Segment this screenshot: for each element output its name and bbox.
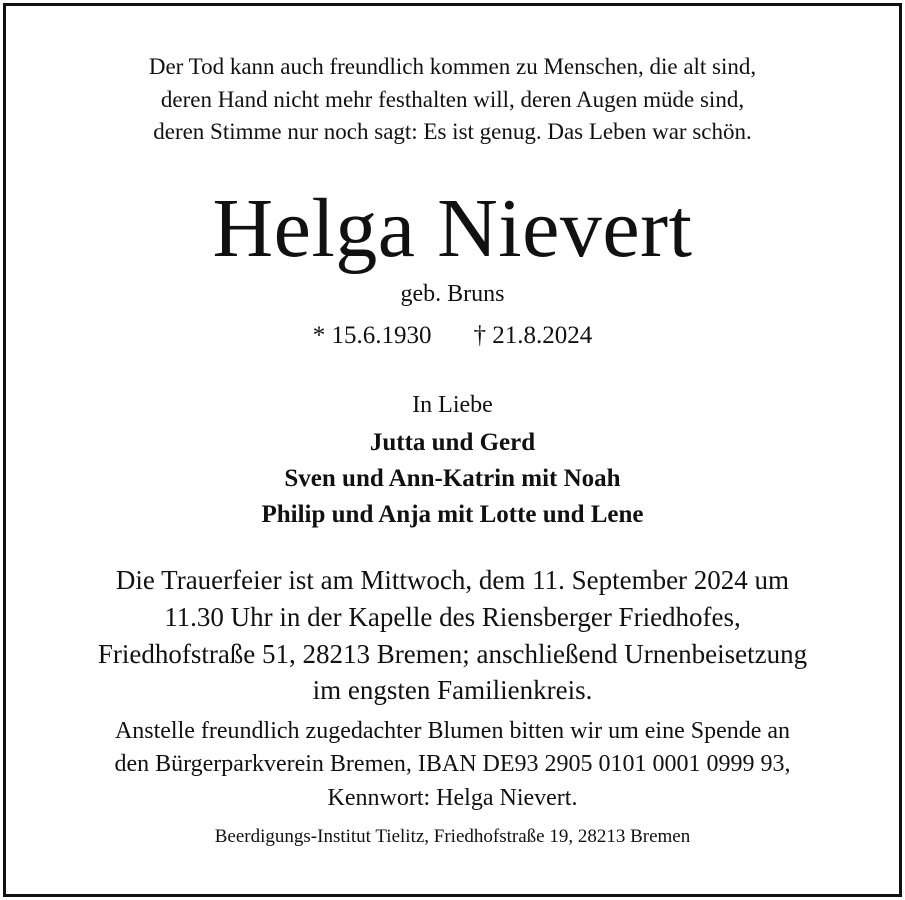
mourner-line: Philip und Anja mit Lotte und Lene: [261, 501, 644, 528]
mourner-line: Jutta und Gerd: [369, 429, 536, 456]
mourners-intro: In Liebe: [412, 392, 493, 418]
quote-line: Der Tod kann auch freundlich kommen zu Menschen, die alt sind,: [148, 54, 757, 79]
death-date: † 21.8.2024: [473, 322, 593, 349]
deceased-name: Helga Nievert: [212, 182, 693, 275]
ceremony-line: Friedhofstraße 51, 28213 Bremen; anschließend Urnenbeisetzung: [97, 639, 808, 669]
quote-line: deren Stimme nur noch sagt: Es ist genug. Das Leben war schön.: [153, 119, 752, 144]
mourner-line: Sven und Ann-Katrin mit Noah: [284, 465, 621, 492]
ceremony-line: im engsten Familienkreis.: [312, 675, 593, 705]
maiden-name: geb. Bruns: [400, 281, 505, 307]
donation-line: Kennwort: Helga Nievert.: [327, 785, 578, 811]
donation-line: den Bürgerparkverein Bremen, IBAN DE93 2905 0101 0001 0999 93,: [114, 751, 791, 777]
ceremony-line: Die Trauerfeier ist am Mittwoch, dem 11. September 2024 um: [115, 565, 790, 595]
funeral-home: Beerdigungs-Institut Tielitz, Friedhofstraße 19, 28213 Bremen: [214, 826, 691, 847]
birth-date: * 15.6.1930: [312, 322, 432, 349]
quote-line: deren Hand nicht mehr festhalten will, deren Augen müde sind,: [160, 87, 745, 112]
ceremony-line: 11.30 Uhr in der Kapelle des Riensberger Friedhofes,: [164, 602, 741, 632]
donation-line: Anstelle freundlich zugedachter Blumen bitten wir um eine Spende an: [114, 718, 791, 744]
life-dates: [0, 322, 905, 350]
